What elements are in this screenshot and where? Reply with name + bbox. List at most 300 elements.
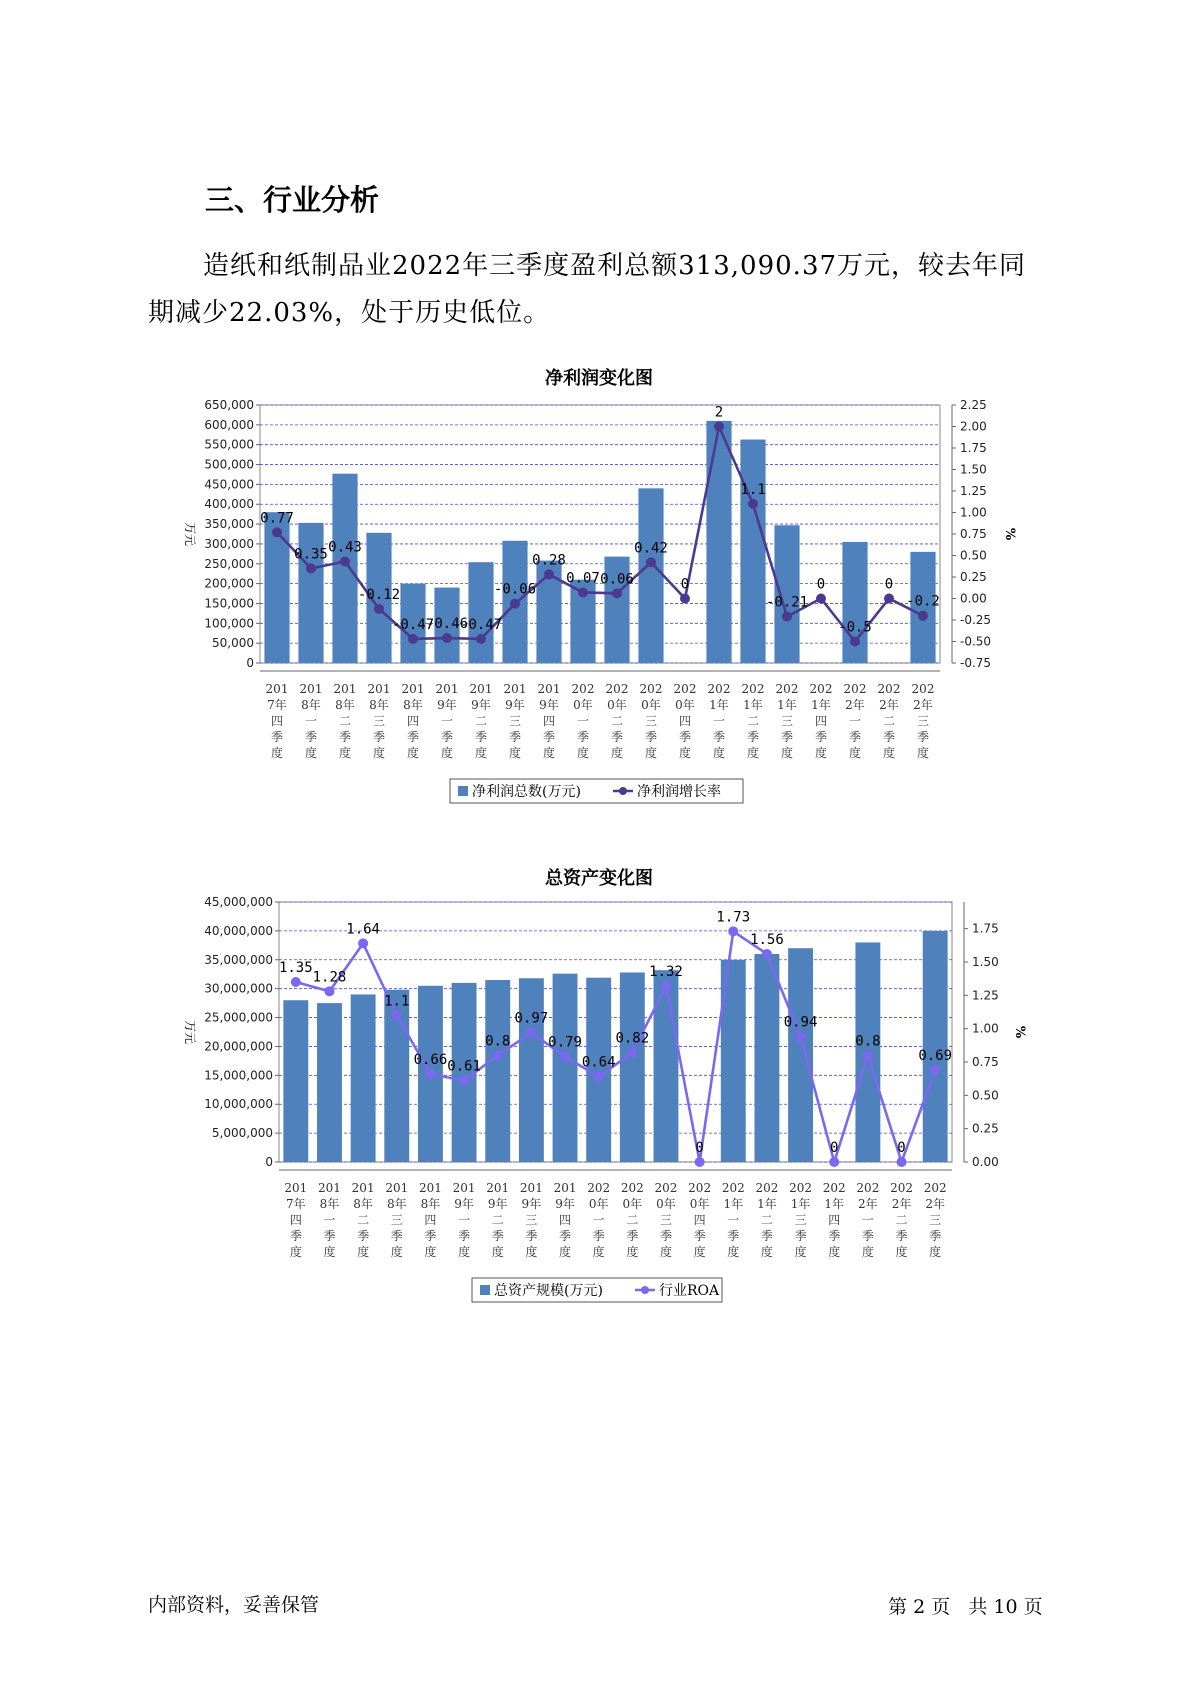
bar [519,978,544,1162]
x-tick-label: 季 [882,730,896,744]
x-tick-label: 三 [780,714,794,728]
x-tick-label: 202 [877,682,901,696]
y-tick-label: 40,000,000 [204,923,273,938]
x-tick-label: 季 [848,730,862,744]
line-point [291,977,301,987]
data-label: 1.1 [384,993,410,1010]
x-tick-label: 度 [746,746,760,760]
x-tick-label: 201 [385,1181,409,1195]
x-tick-label: 季 [828,1229,841,1243]
data-label: 2 [714,404,724,421]
x-tick-label: 三 [916,714,930,728]
line-point [425,1069,435,1079]
x-tick-label: 季 [746,730,760,744]
x-tick-label: 一 [576,714,590,728]
x-tick-label: 季 [406,730,420,744]
page-label-prefix: 第 [888,1596,908,1618]
y2-tick-label: -0.50 [960,634,992,649]
x-tick-label: 202 [890,1181,913,1195]
page-number: 2 [913,1596,926,1618]
data-label: 0.79 [548,1034,582,1051]
x-tick-label: 9年 [437,698,457,712]
x-tick-label: 度 [338,746,352,760]
x-tick-label: 201 [452,1181,476,1195]
summary-paragraph: 造纸和纸制品业2022年三季度盈利总额313,090.37万元，较去年同期减少22.03%，处于历史低位。 [148,251,1027,328]
x-tick-label: 9年 [521,1197,542,1211]
x-tick-label: 1年 [757,1197,777,1211]
y-tick-label: 450,000 [204,477,254,492]
x-tick-label: 季 [659,1229,672,1243]
data-label: 0.8 [855,1033,881,1050]
x-tick-label: 四 [406,714,420,728]
x-tick-label: 四 [693,1213,706,1227]
x-tick-label: 0年 [573,698,593,712]
x-tick-label: 201 [265,682,289,696]
x-tick-label: 一 [304,714,318,728]
y2-axis-label: % [1012,1025,1027,1039]
x-tick-label: 三 [644,714,658,728]
data-label: -0.2 [906,593,940,610]
x-tick-label: 四 [828,1213,841,1227]
bar [654,970,679,1162]
footer-page-info [888,1592,1043,1619]
x-tick-label: 一 [323,1213,336,1227]
x-tick-label: 一 [458,1213,471,1227]
x-tick-label: 2年 [858,1197,878,1211]
x-tick-label: 202 [809,682,833,696]
y-tick-label: 500,000 [204,457,254,472]
x-tick-label: 8年 [403,698,423,712]
y-tick-label: 0 [265,1155,273,1169]
y-tick-label: 30,000,000 [204,981,273,996]
line-point [897,1157,907,1167]
x-tick-label: 9年 [471,698,491,712]
x-tick-label: 季 [626,1229,639,1243]
y2-tick-label: 0.75 [960,527,987,541]
y-tick-label: 35,000,000 [204,952,273,967]
x-tick-label: 8年 [420,1197,441,1211]
x-tick-label: 9年 [539,698,559,712]
x-tick-label: 四 [289,1213,302,1227]
x-tick-label: 三 [794,1213,807,1227]
section-title: 三、行业分析 [205,183,380,217]
x-tick-label: 度 [814,746,828,760]
x-tick-label: 1年 [709,698,729,712]
bar [317,1003,342,1162]
x-tick-label: 四 [424,1213,437,1227]
x-tick-label: 0年 [689,1197,710,1211]
bar [788,948,813,1162]
x-tick-label: 度 [508,746,522,760]
x-tick-label: 四 [559,1213,572,1227]
line-point [627,1048,637,1058]
x-tick-label: 季 [794,1229,807,1243]
total-label-prefix: 共 [968,1596,988,1618]
x-tick-label: 202 [741,682,765,696]
x-tick-label: 季 [270,730,284,744]
x-tick-label: 度 [659,1245,672,1259]
y2-tick-label: 1.00 [972,1021,999,1036]
y-tick-label: 600,000 [204,417,254,432]
data-label: 0.43 [328,539,362,556]
x-tick-label: 202 [688,1181,712,1195]
x-tick-label: 201 [469,682,493,696]
x-tick-label: 9年 [454,1197,474,1211]
y-tick-label: 15,000,000 [204,1068,273,1083]
bar [620,972,645,1162]
x-tick-label: 季 [559,1229,572,1243]
x-tick-label: 度 [712,746,726,760]
line-point [661,981,671,991]
y-tick-label: 550,000 [204,437,254,452]
x-tick-label: 202 [822,1181,846,1195]
line-point [594,1072,604,1082]
x-tick-label: 季 [525,1229,538,1243]
x-tick-label: 二 [895,1213,908,1227]
x-tick-label: 度 [323,1245,336,1259]
x-tick-label: 季 [861,1229,874,1243]
line-point [863,1050,873,1060]
y2-tick-label: 0.25 [972,1121,999,1136]
x-tick-label: 201 [553,1181,577,1195]
bar [283,1000,308,1162]
x-tick-label: 度 [304,746,318,760]
x-tick-label: 二 [760,1213,773,1227]
x-tick-label: 季 [727,1229,740,1243]
x-tick-label: 季 [814,730,828,744]
x-tick-label: 201 [418,1181,442,1195]
data-label: 0.94 [783,1014,818,1031]
data-label: 1.1 [740,481,766,498]
data-label: 1.56 [750,932,784,948]
x-tick-label: 2年 [879,698,899,712]
x-tick-label: 202 [571,682,595,696]
y2-tick-label: 1.25 [972,988,999,1003]
x-tick-label: 度 [491,1245,504,1259]
y-tick-label: 150,000 [204,596,254,611]
x-tick-label: 季 [576,730,590,744]
x-tick-label: 季 [693,1229,706,1243]
x-tick-label: 季 [304,730,318,744]
x-tick-label: 四 [542,714,556,728]
legend-line-label: 净利润增长率 [637,784,721,800]
y2-tick-label: 0.25 [960,570,987,584]
x-tick-label: 度 [576,746,590,760]
x-tick-label: 度 [727,1245,740,1259]
data-label: 0.06 [600,571,634,588]
x-tick-label: 8年 [335,698,355,712]
x-tick-label: 季 [357,1229,370,1243]
y-tick-label: 250,000 [204,556,254,571]
total-label-suffix: 页 [1023,1596,1043,1618]
total-pages: 10 [993,1596,1018,1618]
data-label: -0.46 [425,616,469,633]
y2-tick-label: 0.75 [972,1055,999,1069]
y2-tick-label: 0.00 [972,1155,999,1169]
x-tick-label: 202 [721,1181,745,1195]
data-label: -0.5 [838,619,872,636]
x-tick-label: 0年 [588,1197,609,1211]
x-tick-label: 202 [775,682,799,696]
line-point [324,986,334,996]
x-tick-label: 度 [678,746,692,760]
bar [923,931,948,1162]
x-tick-label: 201 [318,1181,341,1195]
x-tick-label: 度 [848,746,862,760]
x-tick-label: 2年 [845,698,865,712]
x-tick-label: 季 [644,730,658,744]
x-tick-label: 1年 [777,698,797,712]
y-tick-label: 10,000,000 [204,1097,273,1112]
x-tick-label: 二 [338,714,352,728]
y2-tick-label: 1.00 [960,505,987,520]
y-tick-label: 200,000 [204,576,254,591]
x-tick-label: 201 [367,682,391,696]
x-tick-label: 度 [440,746,454,760]
x-tick-label: 二 [474,714,488,728]
x-tick-label: 201 [503,682,527,696]
data-label: 0.8 [485,1033,511,1050]
x-tick-label: 度 [289,1245,302,1259]
x-tick-label: 三 [372,714,386,728]
x-tick-label: 8年 [319,1197,340,1211]
x-tick-label: 202 [923,1181,947,1195]
y-tick-label: 650,000 [204,398,254,412]
x-tick-label: 9年 [487,1197,508,1211]
x-tick-label: 8年 [301,698,321,712]
x-tick-label: 一 [440,714,454,728]
line-point [762,949,772,959]
x-tick-label: 一 [712,714,726,728]
data-label: 1.35 [278,960,313,976]
x-tick-label: 季 [542,730,556,744]
data-label: 0.69 [918,1048,953,1064]
x-tick-label: 度 [794,1245,807,1259]
x-tick-label: 202 [707,682,731,696]
legend-bar-swatch [480,1285,490,1295]
x-tick-label: 1年 [723,1197,744,1211]
page-label-mid: 页 [931,1596,951,1618]
y-tick-label: 5,000,000 [211,1126,273,1141]
y-tick-label: 0 [246,656,254,670]
line-point [695,1157,705,1167]
x-tick-label: 四 [814,714,828,728]
x-tick-label: 度 [828,1245,841,1259]
x-tick-label: 202 [587,1181,611,1195]
data-label: 0.07 [566,570,600,587]
data-label: 0.42 [634,540,668,557]
x-tick-label: 0年 [622,1197,643,1211]
data-label: 1.28 [312,969,347,986]
x-tick-label: 季 [712,730,726,744]
x-tick-label: 四 [678,714,692,728]
y-tick-label: 45,000,000 [204,895,273,909]
x-tick-label: 度 [895,1245,908,1259]
x-tick-label: 8年 [353,1197,373,1211]
line-point [560,1052,570,1062]
x-tick-label: 1年 [811,698,831,712]
x-tick-label: 季 [678,730,692,744]
y2-tick-label: 0.50 [972,1088,999,1103]
line-point [358,938,368,948]
x-tick-label: 202 [654,1181,678,1195]
x-tick-label: 1年 [824,1197,845,1211]
y2-tick-label: 2.25 [960,398,987,412]
x-tick-label: 202 [843,682,867,696]
x-tick-label: 201 [486,1181,510,1195]
x-tick-label: 202 [856,1181,880,1195]
x-tick-label: 201 [333,682,357,696]
x-tick-label: 季 [610,730,624,744]
x-tick-label: 度 [693,1245,706,1259]
legend-bar-label: 总资产规模(万元) [494,1283,603,1299]
x-tick-label: 季 [592,1229,605,1243]
y-tick-label: 350,000 [204,517,254,532]
footer-note: 内部资料，妥善保管 [148,1594,320,1616]
x-tick-label: 二 [357,1213,370,1227]
x-tick-label: 度 [525,1245,538,1259]
x-tick-label: 202 [755,1181,779,1195]
x-tick-label: 度 [626,1245,639,1259]
x-tick-label: 三 [390,1213,403,1227]
line-point [930,1065,940,1075]
chart-title-net-profit: 净利润变化图 [545,368,653,389]
x-tick-label: 201 [351,1181,375,1195]
x-tick-label: 季 [289,1229,302,1243]
data-label: -0.47 [459,616,503,633]
chart-title-total-assets: 总资产变化图 [545,868,653,889]
x-tick-label: 度 [559,1245,572,1259]
y-tick-label: 100,000 [204,616,254,631]
x-tick-label: 1年 [743,698,763,712]
y2-tick-label: 0.00 [960,591,987,606]
x-tick-label: 201 [537,682,561,696]
data-label: 0.61 [447,1058,481,1075]
x-tick-label: 一 [861,1213,874,1227]
y2-tick-label: 1.25 [960,484,987,498]
x-tick-label: 202 [789,1181,813,1195]
data-label: -0.47 [391,616,435,633]
line-point [392,1010,402,1020]
x-tick-label: 二 [610,714,624,728]
line-point [728,926,738,936]
x-tick-label: 季 [323,1229,336,1243]
x-tick-label: 季 [508,730,522,744]
x-tick-label: 季 [424,1229,437,1243]
x-tick-label: 0年 [607,698,627,712]
data-label: 0 [884,576,894,593]
bar [485,980,510,1162]
legend-bar-label: 净利润总数(万元) [472,784,581,800]
x-tick-label: 8年 [369,698,389,712]
x-tick-label: 201 [435,682,459,696]
bar [351,994,376,1162]
x-tick-label: 202 [605,682,629,696]
line-point [459,1076,469,1086]
x-tick-label: 度 [357,1245,370,1259]
x-tick-label: 三 [508,714,522,728]
x-tick-label: 201 [299,682,323,696]
data-label: -0.12 [357,586,401,603]
x-tick-label: 度 [760,1245,773,1259]
x-tick-label: 9年 [555,1197,575,1211]
x-tick-label: 度 [270,746,284,760]
y-tick-label: 25,000,000 [204,1010,273,1025]
data-label: 0 [695,1140,704,1156]
x-tick-label: 7年 [286,1197,306,1211]
bar [754,954,779,1162]
x-tick-label: 202 [911,682,935,696]
legend-line-label: 行业ROA [659,1283,720,1299]
data-label: -0.06 [493,581,537,598]
x-tick-label: 2年 [925,1197,945,1211]
x-tick-label: 度 [916,746,930,760]
x-tick-label: 2年 [891,1197,912,1211]
x-tick-label: 季 [458,1229,471,1243]
data-label: 0 [680,576,690,593]
x-tick-label: 二 [491,1213,504,1227]
x-tick-label: 季 [491,1229,504,1243]
x-tick-label: 2年 [913,698,933,712]
x-tick-label: 201 [401,682,425,696]
x-tick-label: 度 [644,746,658,760]
x-tick-label: 0年 [656,1197,676,1211]
x-tick-label: 202 [673,682,697,696]
x-tick-label: 度 [780,746,794,760]
bar [553,974,578,1162]
data-label: -0.21 [765,594,809,611]
data-label: 1.73 [716,909,751,926]
line-point [796,1032,806,1042]
data-label: 0.97 [514,1010,549,1027]
x-tick-label: 季 [895,1229,908,1243]
x-tick-label: 度 [592,1245,605,1259]
x-tick-label: 季 [916,730,930,744]
x-tick-label: 季 [390,1229,403,1243]
x-tick-label: 度 [610,746,624,760]
x-tick-label: 度 [542,746,556,760]
data-label: 1.64 [346,921,380,938]
x-tick-label: 202 [639,682,663,696]
data-label: 0 [897,1140,906,1156]
x-tick-label: 季 [372,730,386,744]
x-tick-label: 三 [929,1213,942,1227]
x-tick-label: 1年 [790,1197,811,1211]
y2-tick-label: 2.00 [960,419,987,434]
x-tick-label: 三 [525,1213,538,1227]
x-tick-label: 度 [861,1245,874,1259]
x-tick-label: 度 [406,746,420,760]
y2-axis-label: % [1002,527,1017,541]
x-tick-label: 201 [519,1181,543,1195]
x-tick-label: 202 [620,1181,644,1195]
x-tick-label: 度 [372,746,386,760]
data-label: 1.32 [649,964,683,980]
y2-tick-label: 1.50 [972,955,999,969]
x-tick-label: 度 [458,1245,471,1259]
y2-tick-label: 1.75 [960,441,987,455]
x-tick-label: 三 [659,1213,672,1227]
x-tick-label: 7年 [267,698,287,712]
x-tick-label: 0年 [641,698,661,712]
data-label: 0.77 [260,510,294,527]
line-point [526,1028,536,1038]
data-label: 0 [830,1140,839,1156]
line-point [829,1157,839,1167]
x-tick-label: 季 [440,730,454,744]
x-tick-label: 一 [727,1213,740,1227]
y2-tick-label: -0.75 [960,656,992,670]
